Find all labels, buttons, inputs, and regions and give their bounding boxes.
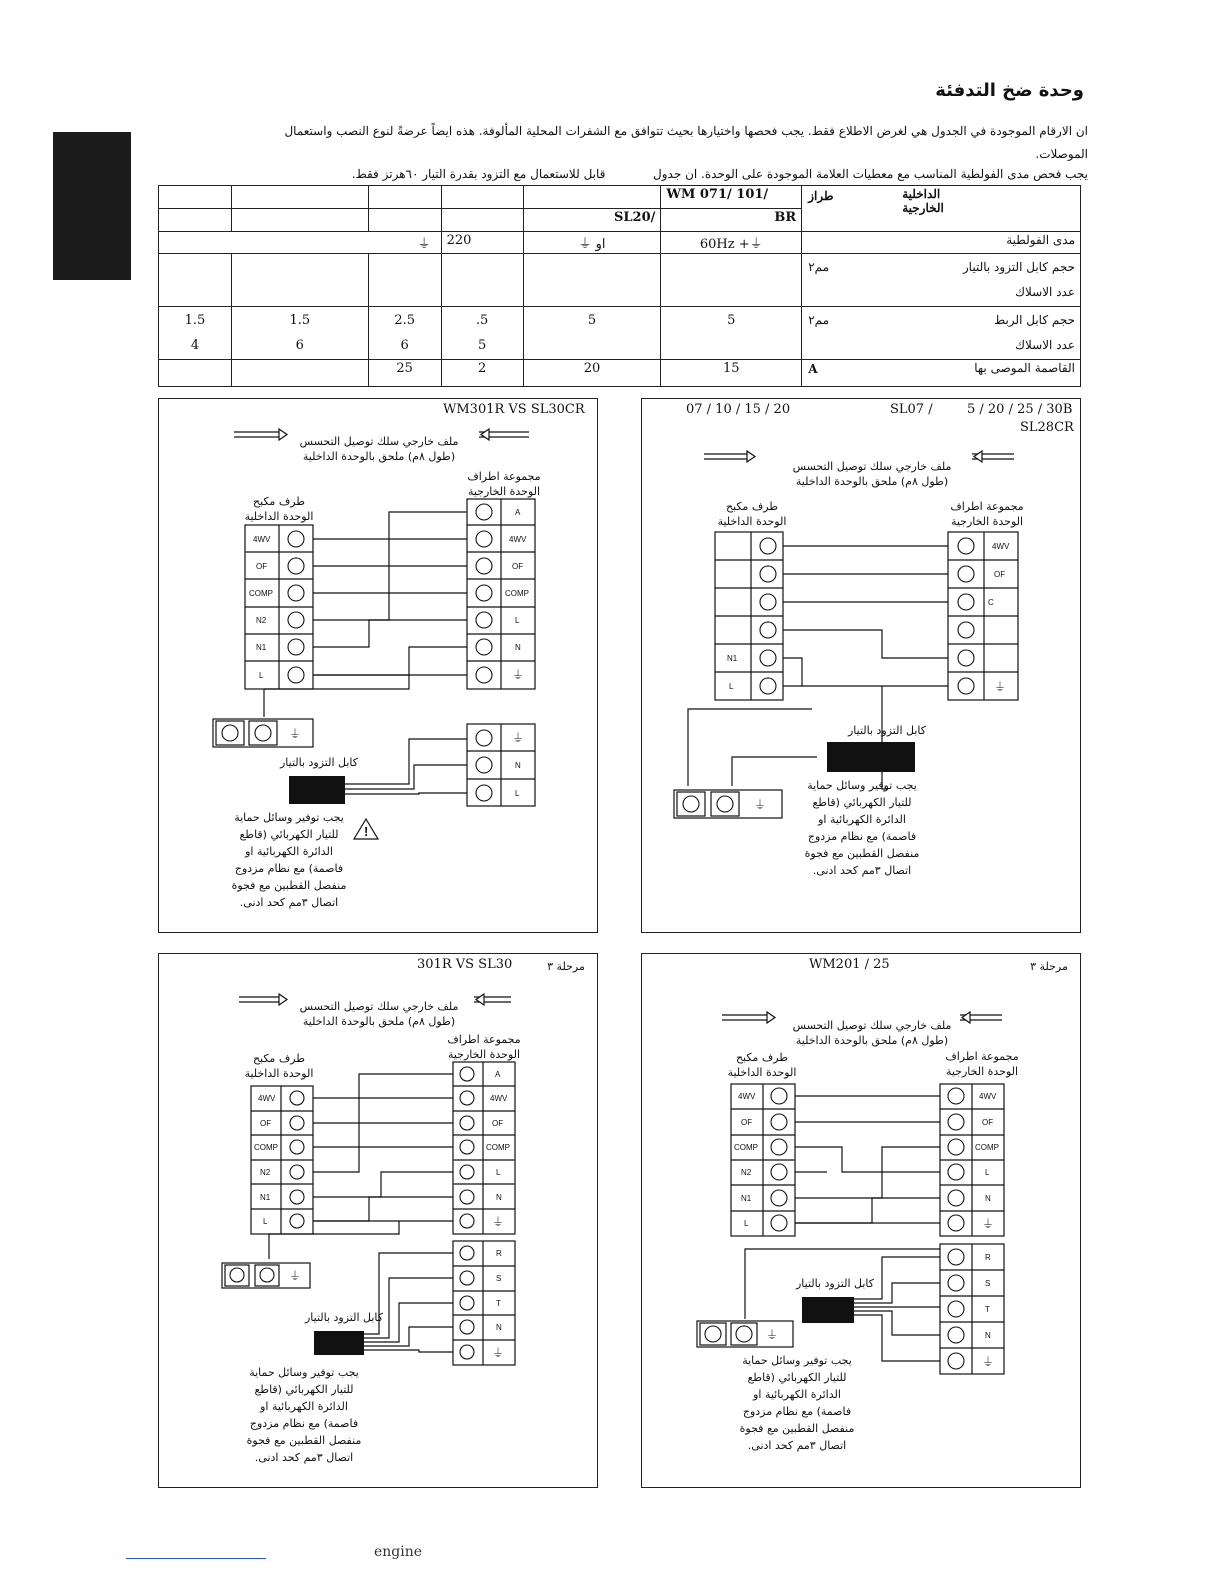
panel2-title-b: SL07 /	[890, 402, 933, 417]
terminal-label: S	[985, 1279, 991, 1288]
cable-sleeve-label: ملف خارجي سلك توصيل التحسس	[299, 1000, 459, 1013]
terminal-label: N1	[741, 1194, 752, 1203]
connect-wires-2: 5	[587, 313, 597, 328]
breaker-3: 2	[441, 360, 523, 387]
terminal-label: 4WV	[992, 542, 1010, 551]
terminal-label: N1	[256, 643, 267, 652]
connect-unit: مم٢	[808, 313, 830, 327]
page-title: وحدة ضخ التدفئة	[935, 80, 1084, 101]
indoor-terminal-label: طرف مكبح	[252, 1052, 306, 1065]
cable-sleeve-label: ملف خارجي سلك توصيل التحسس	[792, 460, 952, 473]
indoor-terminal-label: طرف مكبح	[735, 1051, 789, 1064]
terminal-label: N2	[741, 1168, 752, 1177]
terminal-label: COMP	[254, 1143, 278, 1152]
outdoor-model-a: BR	[661, 209, 802, 232]
terminal-label: N	[985, 1194, 991, 1203]
voltage-or: او	[595, 237, 606, 252]
terminal-label: N2	[256, 616, 267, 625]
indoor-terminal-label-2: الوحدة الداخلية	[727, 1066, 797, 1079]
terminal-label: L	[744, 1219, 749, 1228]
terminal-label: N	[515, 761, 521, 770]
terminal-label: COMP	[486, 1143, 510, 1152]
warning-line: يجب توفير وسائل حماية	[234, 811, 344, 824]
terminal-label: ⏚	[982, 1355, 995, 1369]
diagram-panel-4	[641, 953, 1081, 1488]
panel2-title-a: 07 / 10 / 15 / 20	[686, 402, 791, 417]
ground-icon: ⏚	[417, 237, 431, 252]
connect-wires-6: 4	[190, 338, 200, 353]
warning-line: الدائرة الكهربائية او	[245, 845, 333, 858]
warning-line: فاصمة) مع نظام مزدوج	[742, 1405, 852, 1418]
indoor-model: WM 071/ 101/	[661, 186, 802, 209]
terminal-label: OF	[492, 1119, 504, 1128]
panel4-title: WM201 / 25	[809, 957, 890, 972]
warning-line: فاصمة) مع نظام مزدوج	[249, 1417, 359, 1430]
voltage-60hz: 60Hz +	[699, 237, 750, 252]
warning-line: منفصل القطبين مع فجوة	[231, 879, 347, 892]
terminal-label: N	[496, 1193, 502, 1202]
warning-line: فاصمة) مع نظام مزدوج	[807, 830, 917, 843]
terminal-label: ⏚	[492, 1215, 505, 1229]
terminal-label: 4WV	[253, 535, 271, 544]
diagram-panel-2	[641, 398, 1081, 933]
outdoor-terminal-label: مجموعة اطراف	[447, 1033, 521, 1046]
terminal-label: 4WV	[979, 1092, 997, 1101]
terminal-label: OF	[741, 1118, 753, 1127]
terminal-label: OF	[994, 570, 1006, 579]
breaker-2: 20	[523, 360, 661, 387]
connect-size-3: .5	[475, 313, 489, 328]
terminal-label: 4WV	[490, 1094, 508, 1103]
footer-link-line	[126, 1558, 266, 1559]
warning-line: اتصال ٣مم كحد ادنى.	[812, 864, 912, 877]
intro-line-3a: يجب فحص مدى الفولطية المناسب مع معطيات العلامة الموجودة على الوحدة. ان جدول	[653, 167, 1088, 181]
breaker-6	[159, 360, 232, 387]
outdoor-model-b: SL20/	[523, 209, 661, 232]
warning-line: يجب توفير وسائل حماية	[807, 779, 917, 792]
terminal-label: N2	[260, 1168, 271, 1177]
cable-sleeve-label: ملف خارجي سلك توصيل التحسس	[792, 1019, 952, 1032]
stage3-label: مرحلة ٣	[547, 960, 585, 973]
terminal-label: OF	[512, 562, 524, 571]
warning-line: يجب توفير وسائل حماية	[249, 1366, 359, 1379]
wiring-diagram-4	[642, 954, 1082, 1489]
connect-size-6: 1.5	[184, 313, 206, 328]
terminal-label: L	[515, 789, 520, 798]
terminal-label: L	[729, 682, 734, 691]
terminal-label: N	[496, 1323, 502, 1332]
intro-line-3b: قابل للاستعمال مع التزود بقدرة التيار ٦٠هرتز فقط.	[351, 167, 606, 181]
supply-cable-label: كابل التزود بالتيار	[279, 756, 359, 769]
cable-sleeve-label: ملف خارجي سلك توصيل التحسس	[299, 435, 459, 448]
warning-line: للتيار الكهربائي (قاطع	[254, 1383, 354, 1396]
supply-cable-label: كابل التزود بالتيار	[304, 1311, 384, 1324]
breaker-label: القاصمة الموصى بها	[974, 361, 1075, 375]
warning-line: يجب توفير وسائل حماية	[742, 1354, 852, 1367]
connect-size-label: حجم كابل الربط	[994, 313, 1075, 327]
terminal-label: 4WV	[258, 1094, 276, 1103]
terminal-label: N1	[260, 1193, 271, 1202]
terminal-label: 4WV	[509, 535, 527, 544]
indoor-terminal-label-2: الوحدة الداخلية	[244, 1067, 314, 1080]
terminal-label: COMP	[249, 589, 273, 598]
intro-line-3	[170, 163, 1088, 185]
terminal-label: N	[515, 643, 521, 652]
terminal-label: S	[496, 1274, 502, 1283]
terminal-label: COMP	[975, 1143, 999, 1152]
terminal-label: C	[988, 598, 994, 607]
voltage-label: مدى الفولطية	[802, 232, 1081, 254]
ground-icon: ⏚	[578, 237, 592, 252]
cable-length-label: (طول ٨م) ملحق بالوحدة الداخلية	[302, 1015, 456, 1028]
outdoor-terminal-label-2: الوحدة الخارجية	[447, 1048, 521, 1061]
terminal-label: L	[259, 671, 264, 680]
cable-length-label: (طول ٨م) ملحق بالوحدة الداخلية	[302, 450, 456, 463]
terminal-label: R	[985, 1253, 991, 1262]
terminal-label: N1	[727, 654, 738, 663]
outdoor-terminal-label-2: الوحدة الخارجية	[945, 1065, 1019, 1078]
footer-text: engine	[374, 1544, 423, 1560]
terminal-label: L	[985, 1168, 990, 1177]
indoor-terminal-label-2: الوحدة الداخلية	[717, 515, 787, 528]
terminal-label: T	[496, 1299, 501, 1308]
breaker-1: 15	[661, 360, 802, 387]
ground-icon: ⏚	[749, 237, 763, 252]
intro-line-1: ان الارقام الموجودة في الجدول هي لغرض الاطلاع فقط. يجب فحصها واختيارها بحيث تتوافق مع الشفرات المحلية المألوفة. هذه ايضاً عرضةً لنوع النصب واستعمال	[284, 124, 1088, 138]
ground-icon: ⏚	[289, 727, 302, 741]
ground-icon: ⏚	[289, 1269, 302, 1283]
warning-line: اتصال ٣مم كحد ادنى.	[254, 1451, 354, 1464]
warning-line: الدائرة الكهربائية او	[753, 1388, 841, 1401]
connect-wires-5: 6	[295, 338, 304, 353]
terminal-label: OF	[260, 1119, 272, 1128]
warning-line: فاصمة) مع نظام مزدوج	[234, 862, 344, 875]
supply-cable-label: كابل التزود بالتيار	[795, 1277, 875, 1290]
terminal-label: A	[515, 508, 521, 517]
spec-table	[158, 185, 1081, 387]
wire-count-label: عدد الاسلاك	[1015, 285, 1075, 299]
panel3-title: 301R VS SL30	[417, 957, 513, 972]
cable-length-label: (طول ٨م) ملحق بالوحدة الداخلية	[795, 1034, 949, 1047]
supply-size-label: حجم كابل التزود بالتيار	[962, 260, 1075, 274]
terminal-label: ⏚	[512, 731, 525, 745]
intro-line-2: الموصلات.	[1035, 147, 1088, 161]
panel2-title-d: SL28CR	[1020, 420, 1074, 435]
breaker-unit: A	[808, 362, 818, 376]
terminal-label: ⏚	[982, 1217, 995, 1231]
terminal-label: ⏚	[994, 680, 1007, 694]
panel1-title: WM301R VS SL30CR	[443, 402, 585, 417]
wiring-diagram-1	[159, 399, 599, 934]
connect-wires-3: 5	[477, 338, 487, 353]
terminal-label: L	[515, 616, 520, 625]
stage3-label: مرحلة ٣	[1030, 960, 1068, 973]
wiring-diagram-3	[159, 954, 599, 1489]
warning-line: منفصل القطبين مع فجوة	[739, 1422, 855, 1435]
panel2-title-c: 5 / 20 / 25 / 30B	[967, 402, 1073, 417]
model-label: طراز	[808, 189, 834, 203]
terminal-label: OF	[256, 562, 268, 571]
terminal-label: ⏚	[492, 1346, 505, 1360]
wiring-diagram-2	[642, 399, 1082, 934]
voltage-220: 220	[441, 232, 523, 254]
connect-size-5: 1.5	[289, 313, 311, 328]
terminal-label: L	[496, 1168, 501, 1177]
section-tab	[53, 132, 131, 280]
ground-icon: ⏚	[754, 798, 767, 812]
warning-line: اتصال ٣مم كحد ادنى.	[239, 896, 339, 909]
indoor-terminal-label: طرف مكبح	[252, 495, 306, 508]
connect-wires-4: 6	[400, 338, 409, 353]
terminal-label: L	[263, 1217, 268, 1226]
warning-line: اتصال ٣مم كحد ادنى.	[747, 1439, 847, 1452]
terminal-label: T	[985, 1305, 990, 1314]
supply-unit: مم٢	[808, 260, 830, 274]
diagram-panel-3	[158, 953, 598, 1488]
outdoor-terminal-label-2: الوحدة الخارجية	[950, 515, 1024, 528]
warning-icon: !	[364, 824, 369, 839]
indoor-terminal-label-2: الوحدة الداخلية	[244, 510, 314, 523]
ground-icon: ⏚	[766, 1328, 779, 1342]
terminal-label: ⏚	[512, 668, 525, 682]
terminal-label: COMP	[505, 589, 529, 598]
warning-line: للتيار الكهربائي (قاطع	[747, 1371, 847, 1384]
connect-wires-label: عدد الاسلاك	[1015, 338, 1075, 352]
outdoor-terminal-label-2: الوحدة الخارجية	[467, 485, 541, 498]
breaker-4: 25	[368, 360, 441, 387]
cable-length-label: (طول ٨م) ملحق بالوحدة الداخلية	[795, 475, 949, 488]
warning-line: للتيار الكهربائي (قاطع	[812, 796, 912, 809]
terminal-label: 4WV	[738, 1092, 756, 1101]
outdoor-terminal-label: مجموعة اطراف	[950, 500, 1024, 513]
indoor-terminal-label: طرف مكبح	[725, 500, 779, 513]
outdoor-terminal-label: مجموعة اطراف	[467, 470, 541, 483]
outdoor-terminal-label: مجموعة اطراف	[945, 1050, 1019, 1063]
warning-line: الدائرة الكهربائية او	[818, 813, 906, 826]
supply-cable-label: كابل التزود بالتيار	[847, 724, 927, 737]
connect-size-4: 2.5	[394, 313, 416, 328]
terminal-label: COMP	[734, 1143, 758, 1152]
terminal-label: N	[985, 1331, 991, 1340]
warning-line: الدائرة الكهربائية او	[260, 1400, 348, 1413]
connect-wires-1: 5	[727, 313, 736, 328]
diagram-panel-1	[158, 398, 598, 933]
terminal-label: A	[495, 1070, 501, 1079]
warning-line: منفصل القطبين مع فجوة	[804, 847, 920, 860]
warning-line: منفصل القطبين مع فجوة	[246, 1434, 362, 1447]
indoor-label: الداخلية	[902, 187, 941, 201]
outdoor-label: الخارجية	[902, 201, 944, 215]
terminal-label: OF	[982, 1118, 994, 1127]
warning-line: للتيار الكهربائي (قاطع	[239, 828, 339, 841]
breaker-5	[231, 360, 368, 387]
terminal-label: R	[496, 1249, 502, 1258]
